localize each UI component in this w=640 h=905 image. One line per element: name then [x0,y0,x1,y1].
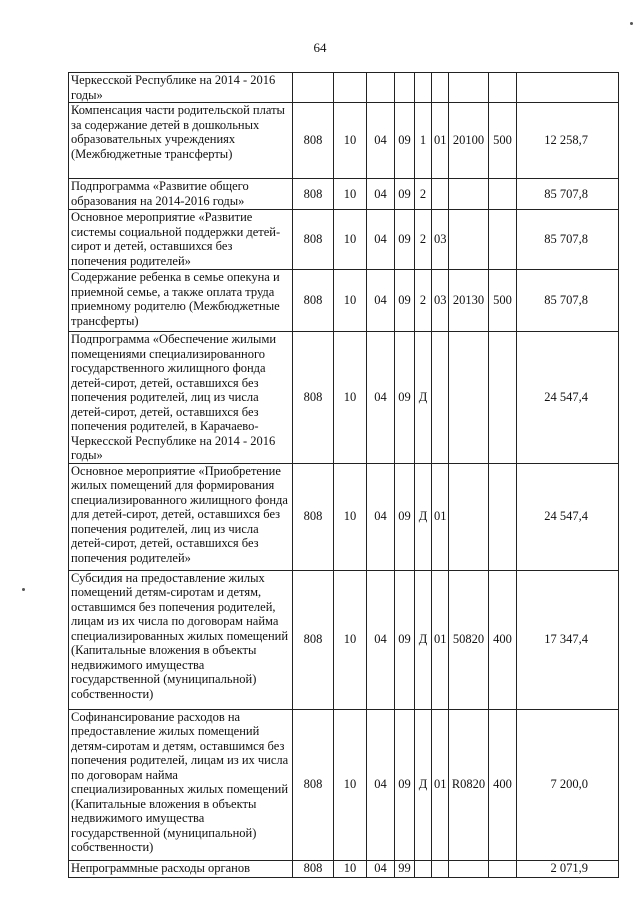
row-code-c7: 20130 [449,270,489,332]
row-code-c3: 04 [367,463,395,570]
row-code-c6 [432,332,449,464]
row-description: Черкесской Республике на 2014 - 2016 годы» [69,73,293,103]
row-code-c5: Д [415,709,432,860]
row-amount [517,73,619,103]
row-code-c5: Д [415,463,432,570]
row-amount: 85 707,8 [517,270,619,332]
row-code-c6: 03 [432,270,449,332]
row-code-c2: 10 [334,570,367,709]
row-amount: 85 707,8 [517,179,619,210]
row-code-c8: 400 [489,570,517,709]
row-code-c5 [415,860,432,877]
row-code-c6: 01 [432,103,449,179]
row-code-c8 [489,73,517,103]
row-code-c1: 808 [293,570,334,709]
row-amount: 12 258,7 [517,103,619,179]
budget-table [68,72,619,878]
row-code-c1: 808 [293,332,334,464]
row-code-c4: 09 [395,332,415,464]
row-code-c8 [489,210,517,270]
row-code-c2: 10 [334,463,367,570]
row-description: Софинансирование расходов на предоставление жилых помещений детям-сиротам и детям, оставшимся без попечения родителей, лицам из их числа по договорам найма специализированных жилых помещений (Капитальные вложения в объекты недвижимого имущества государственной (муниципальной) собственности) [69,709,293,860]
row-code-c4: 09 [395,709,415,860]
row-amount: 24 547,4 [517,332,619,464]
row-code-c7 [449,463,489,570]
row-amount: 17 347,4 [517,570,619,709]
row-code-c5: 1 [415,103,432,179]
table-row [69,179,619,210]
row-code-c6 [432,860,449,877]
row-code-c3: 04 [367,270,395,332]
row-code-c3: 04 [367,103,395,179]
row-code-c6 [432,179,449,210]
row-amount: 2 071,9 [517,860,619,877]
row-code-c3: 04 [367,332,395,464]
table-row [69,463,619,570]
row-code-c5 [415,73,432,103]
row-code-c2: 10 [334,210,367,270]
row-code-c8 [489,860,517,877]
row-code-c4: 09 [395,179,415,210]
row-code-c6: 01 [432,463,449,570]
row-code-c8 [489,179,517,210]
row-code-c4: 09 [395,210,415,270]
row-code-c2: 10 [334,332,367,464]
table-row [69,709,619,860]
row-code-c2: 10 [334,103,367,179]
row-code-c8 [489,463,517,570]
row-code-c7 [449,73,489,103]
row-description: Непрограммные расходы органов [69,860,293,877]
row-code-c4 [395,73,415,103]
table-row [69,73,619,103]
row-code-c7 [449,332,489,464]
row-code-c2: 10 [334,860,367,877]
row-amount: 85 707,8 [517,210,619,270]
row-amount: 24 547,4 [517,463,619,570]
row-code-c5: Д [415,332,432,464]
scan-speck [22,588,25,591]
row-code-c7 [449,210,489,270]
row-code-c2 [334,73,367,103]
row-code-c1: 808 [293,860,334,877]
row-code-c3: 04 [367,570,395,709]
row-code-c7: 20100 [449,103,489,179]
row-code-c3 [367,73,395,103]
row-code-c6: 01 [432,570,449,709]
row-code-c6: 01 [432,709,449,860]
row-code-c7: R0820 [449,709,489,860]
row-description: Подпрограмма «Развитие общего образования на 2014-2016 годы» [69,179,293,210]
row-code-c2: 10 [334,179,367,210]
row-code-c3: 04 [367,709,395,860]
row-code-c5: Д [415,570,432,709]
row-code-c8: 500 [489,270,517,332]
table-row [69,570,619,709]
row-code-c1: 808 [293,709,334,860]
row-code-c1: 808 [293,463,334,570]
row-code-c1 [293,73,334,103]
row-code-c4: 09 [395,463,415,570]
table-row [69,210,619,270]
table-row [69,270,619,332]
row-code-c6 [432,73,449,103]
row-code-c1: 808 [293,179,334,210]
row-description: Основное мероприятие «Приобретение жилых помещений для формирования специализированного жилищного фонда для детей-сирот, детей, оставшихся без попечения родителей, лиц из числа детей-сирот, детей, оставшихся без попечения родителей» [69,463,293,570]
row-code-c5: 2 [415,179,432,210]
row-description: Субсидия на предоставление жилых помещений детям-сиротам и детям, оставшимся без попечения родителей, лицам из их числа по договорам найма специализированных жилых помещений (Капитальные вложения в объекты недвижимого имущества государственной (муниципальной) собственности) [69,570,293,709]
row-code-c5: 2 [415,210,432,270]
row-code-c4: 09 [395,103,415,179]
row-description: Компенсация части родительской платы за содержание детей в дошкольных образовательных учреждениях (Межбюджетные трансферты) [69,103,293,179]
row-code-c4: 09 [395,570,415,709]
row-code-c8: 400 [489,709,517,860]
row-code-c7 [449,860,489,877]
row-code-c1: 808 [293,270,334,332]
table-row [69,860,619,877]
row-description: Основное мероприятие «Развитие системы социальной поддержки детей-сирот и детей, оставшихся без попечения родителей» [69,210,293,270]
row-code-c4: 99 [395,860,415,877]
table-row [69,103,619,179]
row-code-c6: 03 [432,210,449,270]
row-description: Содержание ребенка в семье опекуна и приемной семье, а также оплата труда приемному родителю (Межбюджетные трансферты) [69,270,293,332]
scan-speck [630,22,633,25]
row-amount: 7 200,0 [517,709,619,860]
row-description: Подпрограмма «Обеспечение жилыми помещениями специализированного государственного жилищного фонда детей-сирот, детей, оставшихся без попечения родителей, лиц из числа детей-сирот, детей, оставшихся без попечения родителей, в Карачаево-Черкесской Республике на 2014 - 2016 годы» [69,332,293,464]
row-code-c8 [489,332,517,464]
row-code-c7: 50820 [449,570,489,709]
row-code-c3: 04 [367,860,395,877]
row-code-c3: 04 [367,210,395,270]
row-code-c2: 10 [334,709,367,860]
row-code-c7 [449,179,489,210]
row-code-c8: 500 [489,103,517,179]
row-code-c1: 808 [293,210,334,270]
table-row [69,332,619,464]
row-code-c2: 10 [334,270,367,332]
page-number: 64 [313,40,327,55]
row-code-c3: 04 [367,179,395,210]
row-code-c1: 808 [293,103,334,179]
row-code-c4: 09 [395,270,415,332]
row-code-c5: 2 [415,270,432,332]
